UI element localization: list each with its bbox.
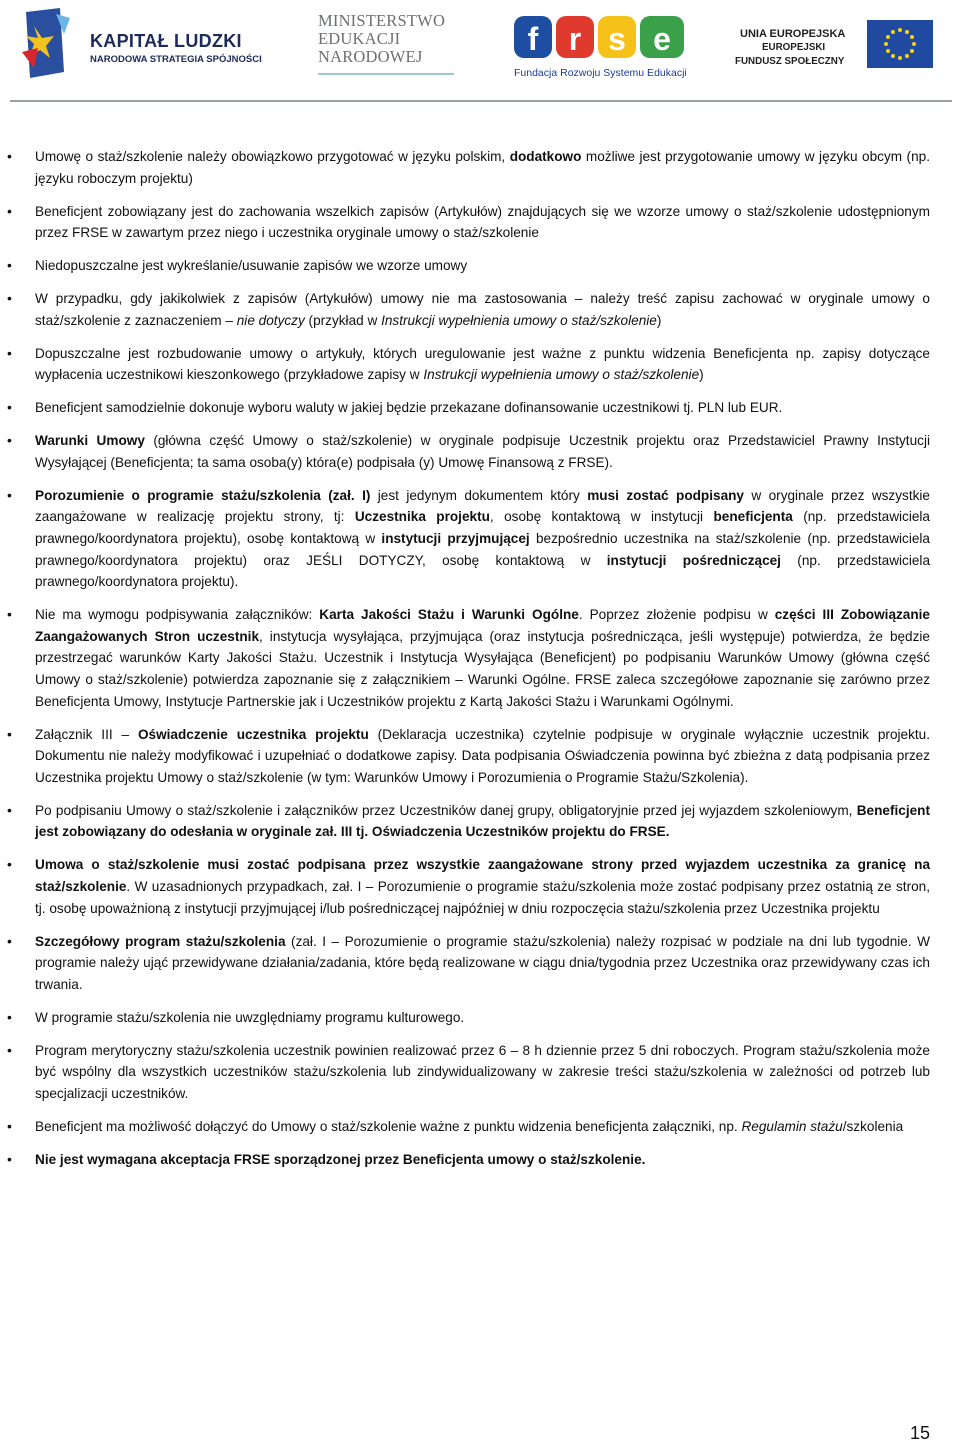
list-item (0, 931, 960, 996)
list-item (0, 1116, 960, 1138)
text-segment: . Poprzez złożenie podpisu w (578, 607, 775, 623)
kapital-ludzki-title: KAPITAŁ LUDZKI (90, 31, 242, 51)
text-segment: (Deklaracja uczestnika) czytelnie podpisuje w oryginale wyłącznie uczestnik projektu. Dokumentu nie należy modyfikować i uzupełniać o dodatkowe zapisy. Data podpisania Oświadczenia powinna być zbieżna z datą podpisania przez Uczestnika projektu Umowy o staż/szkolenie (w tym: Warunków Umowy i Porozumienia o Programie Stażu/Szkolenia). (35, 726, 930, 785)
list-item (0, 1040, 960, 1105)
ministerstwo-underline (318, 73, 454, 75)
page-header (0, 0, 960, 104)
document-body (0, 146, 960, 1182)
svg-text:f: f (527, 21, 539, 57)
text-segment: Beneficjent ma możliwość dołączyć do Umowy o staż/szkolenie ważne z punktu widzenia beneficjenta załączniki, np. (35, 1118, 742, 1134)
bold-text: Beneficjent jest zobowiązany do odesłania w oryginale zał. III tj. Oświadczenia Uczestników projektu do FRSE. (35, 802, 930, 840)
bullet-icon: • (7, 932, 12, 949)
bullet-icon: • (7, 432, 12, 449)
list-item (0, 1007, 960, 1029)
bullet-icon: • (7, 344, 12, 361)
ministerstwo-line2: EDUKACJI (318, 29, 401, 48)
bullet-icon: • (7, 856, 12, 873)
text-segment: Dopuszczalne jest rozbudowanie umowy o artykuły, których uregulowanie jest ważne z punktu widzenia Beneficjenta np. zapisy dotyczące wypłacenia uczestnikowi kieszonkowego (przykładowe zapisy w (35, 345, 930, 383)
list-item (0, 604, 960, 712)
bullet-icon: • (7, 725, 12, 742)
bullet-icon: • (7, 1008, 12, 1025)
kapital-ludzki-subtitle: NARODOWA STRATEGIA SPÓJNOŚCI (90, 54, 262, 65)
bullet-list (0, 146, 960, 1170)
italic-text: Instrukcji wypełnienia umowy o staż/szkolenie (423, 367, 700, 383)
text-segment: w oryginale przez wszystkie zaangażowane w realizację projektu strony, tj: (35, 487, 930, 525)
ministerstwo-logo (318, 12, 478, 82)
text-segment: (przykład w (304, 312, 382, 328)
text-segment: (zał. I – Porozumienie o programie stażu/szkolenia) należy rozpisać w podziale na dni lub tygodnie. W programie należy ująć przewidywane działania/zadania, które będą realizowane w ciągu dnia/tygodnia przez Uczestnika oraz przewidywany czas ich trwania. (35, 933, 930, 992)
bold-text: instytucji przyjmującej (381, 531, 530, 547)
bullet-icon: • (7, 1041, 12, 1058)
text-segment: Po podpisaniu Umowy o staż/szkolenie i załączników przez Uczestników danej grupy, obligatoryjnie przed jej wyjazdem szkoleniowym, (35, 802, 857, 818)
eu-line3: FUNDUSZ SPOŁECZNY (735, 56, 845, 67)
text-segment: (np. przedstawiciela prawnego/koordynatora projektu). (35, 552, 931, 590)
text-segment: Umowę o staż/szkolenie należy obowiązkowo przygotować w języku polskim, (35, 149, 510, 164)
list-item (0, 854, 960, 919)
frse-logo (512, 10, 697, 85)
text-segment: bezpośrednio uczestnika na staż/szkolenie (np. przedstawiciela prawnego/koordynatora projektu) oraz JEŚLI DOTYCZY, osobę kontaktową w (35, 531, 930, 568)
eu-title: UNIA EUROPEJSKA (740, 28, 846, 40)
italic-text: nie dotyczy (236, 312, 305, 328)
italic-text: Instrukcji wypełnienia umowy o staż/szkolenie (381, 312, 657, 328)
bold-text: dodatkowo (509, 149, 582, 164)
text-segment: (np. przedstawiciela prawnego/koordynatora projektu), osobę kontaktową w (35, 509, 930, 547)
bullet-icon: • (7, 801, 12, 818)
text-segment: Beneficjent samodzielnie dokonuje wyboru waluty w jakiej będzie przekazane dofinansowanie uczestnikowi tj. PLN lub EUR. (35, 400, 783, 416)
header-divider (10, 100, 952, 102)
frse-subtitle: Fundacja Rozwoju Systemu Edukacji (514, 67, 687, 79)
bold-text: Nie jest wymagana akceptacja FRSE sporządzonej przez Beneficjenta umowy o staż/szkolenie. (35, 1151, 646, 1167)
bold-text: beneficjenta (713, 509, 793, 525)
bullet-icon: • (7, 1117, 12, 1134)
list-item (0, 1149, 960, 1171)
bold-text: Warunki Umowy (35, 433, 145, 449)
eu-line2: EUROPEJSKI (762, 42, 826, 53)
bullet-icon: • (7, 606, 12, 623)
bold-text: instytucji pośredniczącej (606, 552, 781, 568)
frse-wordmark-icon (512, 10, 692, 64)
ministerstwo-line3: NARODOWEJ (318, 47, 423, 66)
text-segment: ) (656, 312, 662, 328)
page-number: 15 (909, 1423, 930, 1443)
text-segment: /szkolenia (842, 1118, 904, 1134)
bold-text: Karta Jakości Stażu i Warunki Ogólne (319, 607, 579, 623)
text-segment: Nie ma wymogu podpisywania załączników: (35, 607, 320, 623)
bullet-icon: • (7, 399, 12, 416)
list-item (0, 724, 960, 789)
list-item (0, 201, 960, 244)
bullet-icon: • (7, 202, 12, 219)
text-segment: W programie stażu/szkolenia nie uwzględniamy programu kulturowego. (35, 1009, 465, 1025)
text-segment: Niedopuszczalne jest wykreślanie/usuwanie zapisów we wzorze umowy (35, 258, 468, 274)
bold-text: Uczestnika projektu (354, 509, 490, 525)
bold-text: Porozumienie o programie stażu/szkolenia (zał. I) (35, 487, 371, 503)
text-segment: , osobę kontaktową w instytucji (489, 509, 714, 525)
eu-logo (720, 16, 935, 76)
list-item (0, 255, 960, 277)
bold-text: Szczegółowy program stażu/szkolenia (35, 933, 286, 949)
bullet-icon: • (7, 290, 12, 307)
list-item (0, 397, 960, 419)
bold-text: musi zostać podpisany (587, 487, 744, 503)
svg-text:e: e (653, 21, 671, 57)
text-segment: Beneficjent zobowiązany jest do zachowania wszelkich zapisów (Artykułów) znajdujących się we wzorze umowy o staż/szkolenie udostępnionym przez FRSE w zawartym przez niego i uczestnika oryginale umowy o staż/szkolenie (35, 203, 930, 241)
kapital-ludzki-emblem-icon (20, 8, 72, 80)
text-segment: jest jedynym dokumentem który (370, 487, 588, 503)
text-segment: Załącznik III – (35, 726, 138, 742)
svg-text:s: s (608, 21, 626, 57)
list-item (0, 288, 960, 331)
list-item (0, 430, 960, 473)
ministerstwo-line1: MINISTERSTWO (318, 11, 446, 30)
text-segment: . W uzasadnionych przypadkach, zał. I – Porozumienie o programie stażu/szkolenia może zostać podpisany przez ostatnią ze stron, tj. osobę upoważnioną z instytucji przyjmującej i/lub pośredniczącej najpóźniej w dniu rozpoczęcia stażu/szkolenia przez Uczestnika projektu (35, 878, 930, 916)
svg-text:r: r (568, 21, 582, 57)
bullet-icon: • (7, 1150, 12, 1167)
bold-text: Oświadczenie uczestnika projektu (137, 726, 369, 742)
list-item (0, 800, 960, 843)
eu-flag-icon (867, 20, 933, 68)
bullet-icon: • (7, 148, 12, 164)
italic-text: Regulamin stażu (741, 1118, 843, 1134)
text-segment: , instytucja wysyłająca, przyjmująca (oraz instytucja pośrednicząca, jeśli występuje) potwierdza, że będzie przestrzegać warunków Karty Jakości Stażu. Uczestnik i Instytucja Wysyłająca (Beneficjent) po podpisaniu Warunków Umowy (główna część Umowy o staż/szkolenie) potwierdza zapoznanie się z załącznikiem – Warunki Ogólne. FRSE zaleca szczegółowe zapoznanie się zarówno przez Beneficjenta Umowy, Instytucje Partnerskie jak i Uczestników projektu z Kartą Jakości Stażu i Warunkami Ogólnymi. (35, 628, 930, 709)
text-segment: Program merytoryczny stażu/szkolenia uczestnik powinien realizować przez 6 – 8 h dziennie przez 5 dni roboczych. Program stażu/szkolenia może być wspólny dla wszystkich uczestników stażu/szkolenia lub zindywidualizowany w zakresie treści stażu/szkolenia w zależności od potrzeb lub specjalizacji uczestników. (35, 1042, 930, 1101)
bold-text: Umowa o staż/szkolenie musi zostać podpisana przez wszystkie zaangażowane strony przed wyjazdem uczestnika za granicę na staż/szkolenie (35, 857, 930, 894)
kapital-ludzki-logo (20, 8, 280, 83)
list-item (0, 146, 960, 189)
text-segment: W przypadku, gdy jakikolwiek z zapisów (Artykułów) umowy nie ma zastosowania – należy treść zapisu zachować w oryginale umowy o staż/szkolenie z zaznaczeniem – (35, 291, 930, 328)
text-segment: (główna część Umowy o staż/szkolenie) w oryginale podpisuje Uczestnik projektu oraz Przedstawiciel Prawny Instytucji Wysyłającej (Beneficjenta; ta sama osoba(y) która(e) podpisała (y) Umowę Finansową z FRSE). (35, 433, 930, 470)
list-item (0, 485, 960, 593)
bold-text: części III Zobowiązanie Zaangażowanych Stron uczestnik (35, 607, 930, 644)
bullet-icon: • (7, 486, 12, 503)
text-segment: ) (699, 367, 704, 383)
text-segment: możliwe jest przygotowanie umowy w języku obcym (np. języku roboczym projektu) (35, 149, 930, 186)
list-item (0, 343, 960, 386)
bullet-icon: • (7, 257, 12, 274)
